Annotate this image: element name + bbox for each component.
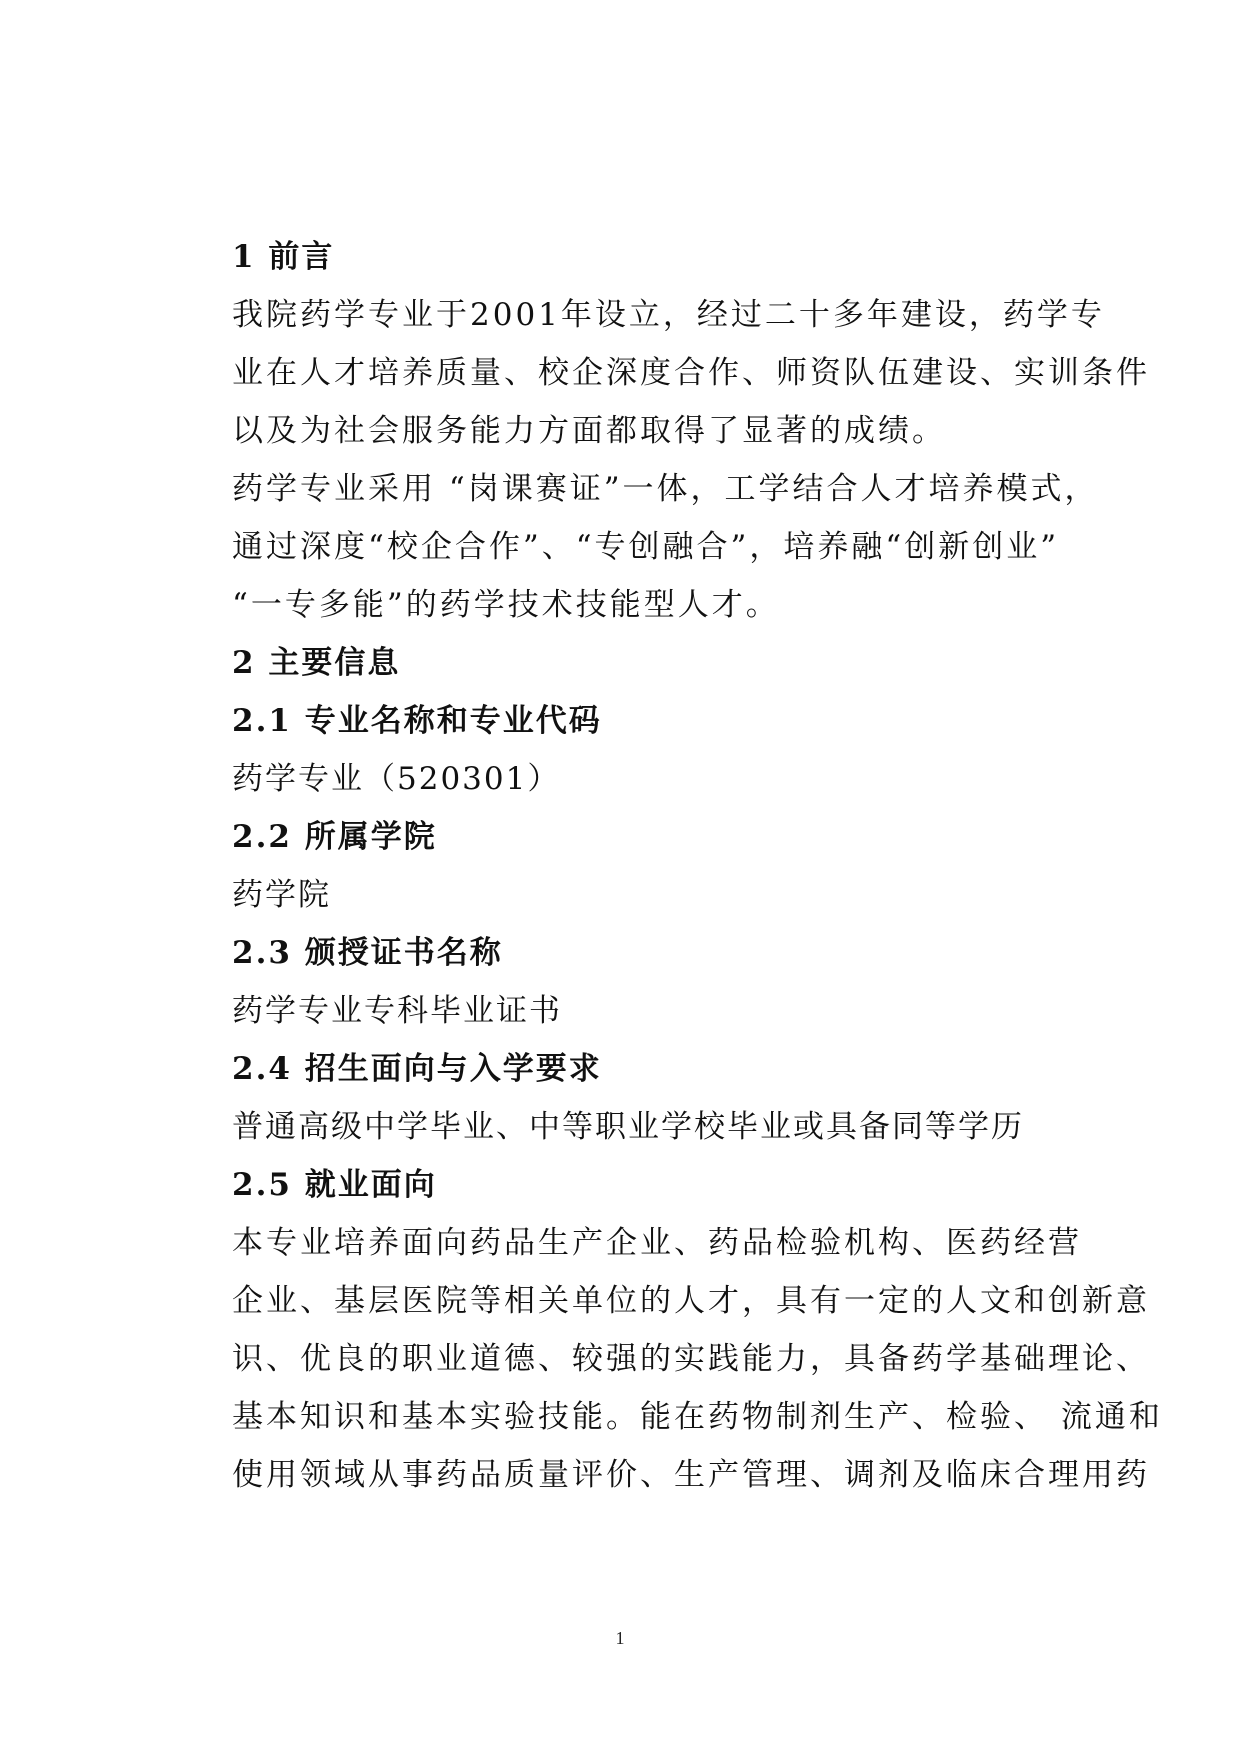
text-line: 基本知识和基本实验技能。能在药物制剂生产、检验、 流通和: [232, 1399, 1163, 1435]
subsection-heading-admission: 2.4 招生面向与入学要求: [232, 1051, 602, 1087]
text-line: 使用领域从事药品质量评价、生产管理、调剂及临床合理用药: [232, 1457, 1150, 1493]
subsection-heading-college: 2.2 所属学院: [232, 819, 437, 855]
preface-paragraph-2: [168, 460, 1099, 634]
preface-paragraph-1: [168, 286, 1150, 460]
college-value: 药学院: [232, 877, 331, 913]
text-line: 本专业培养面向药品生产企业、药品检验机构、医药经营: [232, 1225, 1082, 1261]
text-line: 我院药学专业于2001年设立，经过二十多年建设，药学专: [232, 297, 1105, 333]
section-heading-main-info: 2 主要信息: [232, 645, 401, 681]
text-line: “一专多能”的药学技术技能型人才。: [232, 587, 780, 623]
section-heading-preface: 1 前言: [232, 239, 335, 275]
document-body: [168, 228, 1163, 1504]
text-line: 药学专业采用 “岗课赛证”一体，工学结合人才培养模式，: [232, 471, 1099, 507]
subsection-heading-certificate: 2.3 颁授证书名称: [232, 935, 503, 971]
subsection-heading-employment: 2.5 就业面向: [232, 1167, 437, 1203]
text-line: 通过深度“校企合作”、“专创融合”，培养融“创新创业”: [232, 529, 1060, 565]
employment-paragraph: [168, 1214, 1163, 1504]
text-line: 业在人才培养质量、校企深度合作、师资队伍建设、实训条件: [232, 355, 1150, 391]
page-number: 1: [615, 1628, 625, 1648]
certificate-value: 药学专业专科毕业证书: [232, 993, 562, 1029]
subsection-heading-major-name: 2.1 专业名称和专业代码: [232, 703, 602, 739]
admission-value: 普通高级中学毕业、中等职业学校毕业或具备同等学历: [232, 1109, 1024, 1145]
text-line: 识、优良的职业道德、较强的实践能力，具备药学基础理论、: [232, 1341, 1150, 1377]
text-line: 以及为社会服务能力方面都取得了显著的成绩。: [232, 413, 946, 449]
text-line: 企业、基层医院等相关单位的人才，具有一定的人文和创新意: [232, 1283, 1150, 1319]
major-name-value: 药学专业（520301）: [232, 761, 561, 797]
